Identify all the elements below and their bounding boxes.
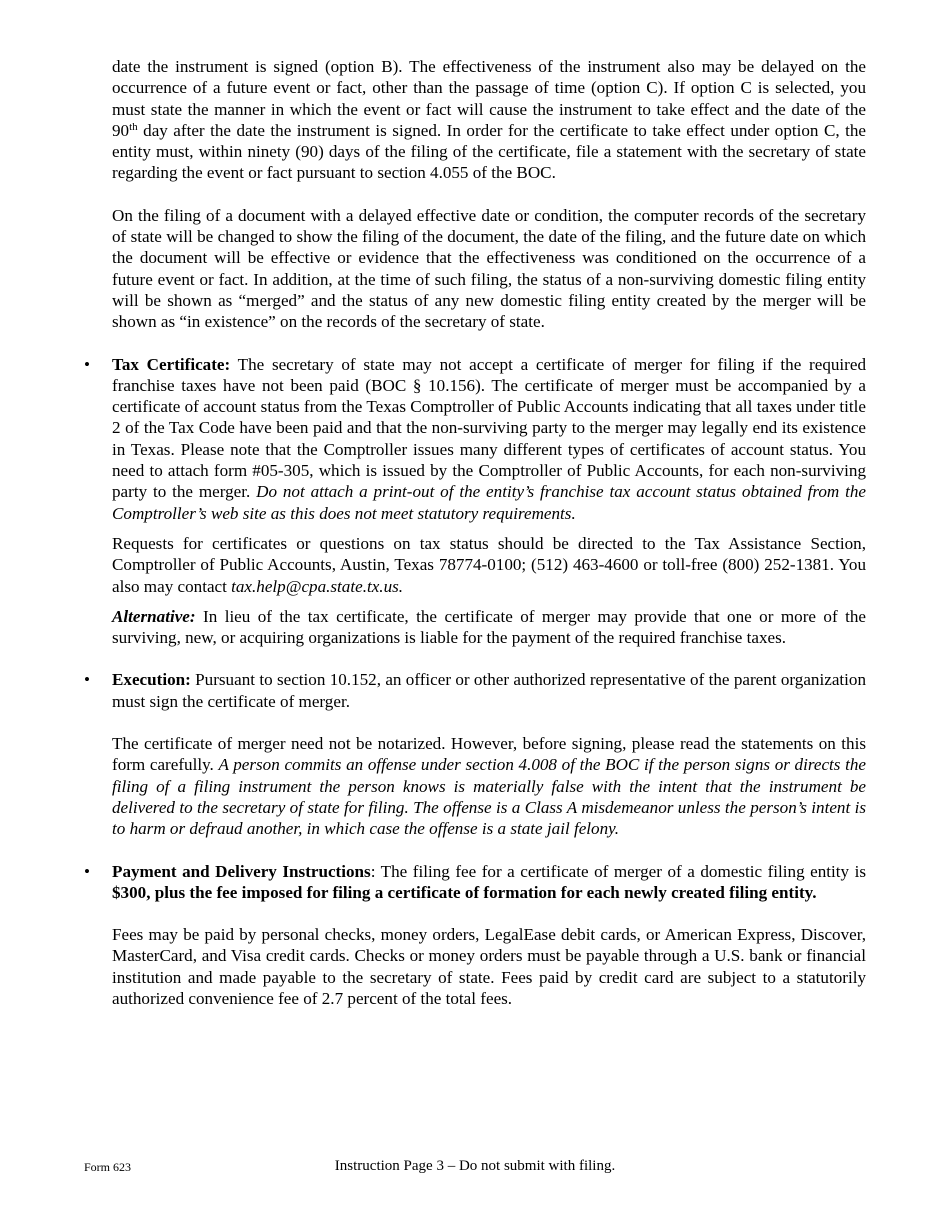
payment-heading: Payment and Delivery Instructions [112,861,371,881]
offense-warning: A person commits an offense under section 4.008 of the BOC if the person signs or directs the filing of a filing instrument the person knows is materially false with the intent that the instrument be delivered to the secretary of state for filing. The offense is a Class A misdemeanor unless the person’s intent is to harm or defraud another, in which case the offense is a state jail felony. [112,755,866,839]
instructions-body [84,56,866,1009]
payment-methods-paragraph: Fees may be paid by personal checks, money orders, LegalEase debit cards, or American Express, Discover, MasterCard, and Visa credit cards. Checks or money orders must be payable through a U.S. bank or financial institution and made payable to the secretary of state. Fees paid by credit card are subject to a statutorily authorized convenience fee of 2.7 percent of the total fees. [112,925,866,1008]
bullet-icon: • [84,354,90,374]
filing-records-paragraph: On the filing of a document with a delayed effective date or condition, the computer records of the secretary of state will be changed to show the filing of the document, the date of the filing, and the future date on which the document will be effective or evidence that the effectiveness was conditioned on the occurrence of a future event or fact. In addition, at the time of such filing, the status of a non-surviving domestic filing entity will be shown as “merged” and the status of any new domestic filing entity created by the merger will be shown as “in existence” on the records of the secretary of state. [112,205,866,332]
delayed-effectiveness-paragraph: date the instrument is signed (option B). The effectiveness of the instrument also may be delayed on the occurrence of a future event or fact, other than the passage of time (option C). If option C is selected, you must state the manner in which the event or fact will cause the instrument to take effect and the date of the 90th day after the date the instrument is signed. In order for the certificate to take effect under option C, the entity must, within ninety (90) days of the filing of the certificate, file a statement with the secretary of state regarding the event or fact pursuant to section 4.055 of the BOC. [112,57,866,183]
tax-certificate-section [84,354,866,524]
execution-section [84,669,866,712]
tax-alternative-paragraph: Alternative: In lieu of the tax certificate, the certificate of merger may provide that one or more of the surviving, new, or acquiring organizations is liable for the payment of the required franchise taxes. [112,606,866,648]
execution-heading: Execution: [112,670,191,690]
alternative-label: Alternative: [112,606,196,626]
bullet-icon: • [84,670,90,690]
filing-fee: $300, plus the fee imposed for filing a certificate of formation for each newly created filing entity. [112,882,817,902]
notarization-paragraph: The certificate of merger need not be notarized. However, before signing, please read the statements on this form carefully. A person commits an offense under section 4.008 of the BOC if the person signs or directs the filing of a filing instrument the person knows is materially false with the intent that the instrument be delivered to the secretary of state for filing. The offense is a Class A misdemeanor unless the person’s intent is to harm or defraud another, in which case the offense is a state jail felony. [112,734,866,839]
payment-paragraph: Payment and Delivery Instructions: The filing fee for a certificate of merger of a domestic filing entity is $300, plus the fee imposed for filing a certificate of formation for each newly created filing entity. [112,861,866,902]
tax-help-email: tax.help@cpa.state.tx.us. [231,576,404,596]
tax-certificate-paragraph: Tax Certificate: The secretary of state may not accept a certificate of merger for filing if the required franchise taxes have not been paid (BOC § 10.156). The certificate of merger must be accompanied by a certificate of account status from the Texas Comptroller of Public Accounts indicating that all taxes under title 2 of the Tax Code have been paid and that the non-surviving party to the merger may legally end its existence in Texas. Please note that the Comptroller issues many different types of certificates of account status. You need to attach form #05-305, which is issued by the Comptroller of Public Accounts, for each non-surviving party to the merger. Do not attach a print-out of the entity’s franchise tax account status obtained from the Comptroller’s web site as this does not meet statutory requirements. [112,354,866,523]
execution-paragraph: Execution: Pursuant to section 10.152, an officer or other authorized representative of the parent organization must sign the certificate of merger. [112,670,866,711]
payment-section [84,861,866,904]
tax-requests-paragraph: Requests for certificates or questions on tax status should be directed to the Tax Assistance Section, Comptroller of Public Accounts, Austin, Texas 78774-0100; (512) 463-4600 or toll-free (800) 252-1381. You also may contact tax.help@cpa.state.tx.us. [112,533,866,596]
page-footer: Instruction Page 3 – Do not submit with filing. [334,1158,616,1174]
tax-printout-warning: Do not attach a print-out of the entity’s franchise tax account status obtained from the Comptroller’s web site as this does not meet statutory requirements. [112,482,866,523]
tax-certificate-heading: Tax Certificate: [112,354,231,374]
form-number: Form 623 [84,1160,132,1174]
bullet-icon: • [84,861,90,881]
